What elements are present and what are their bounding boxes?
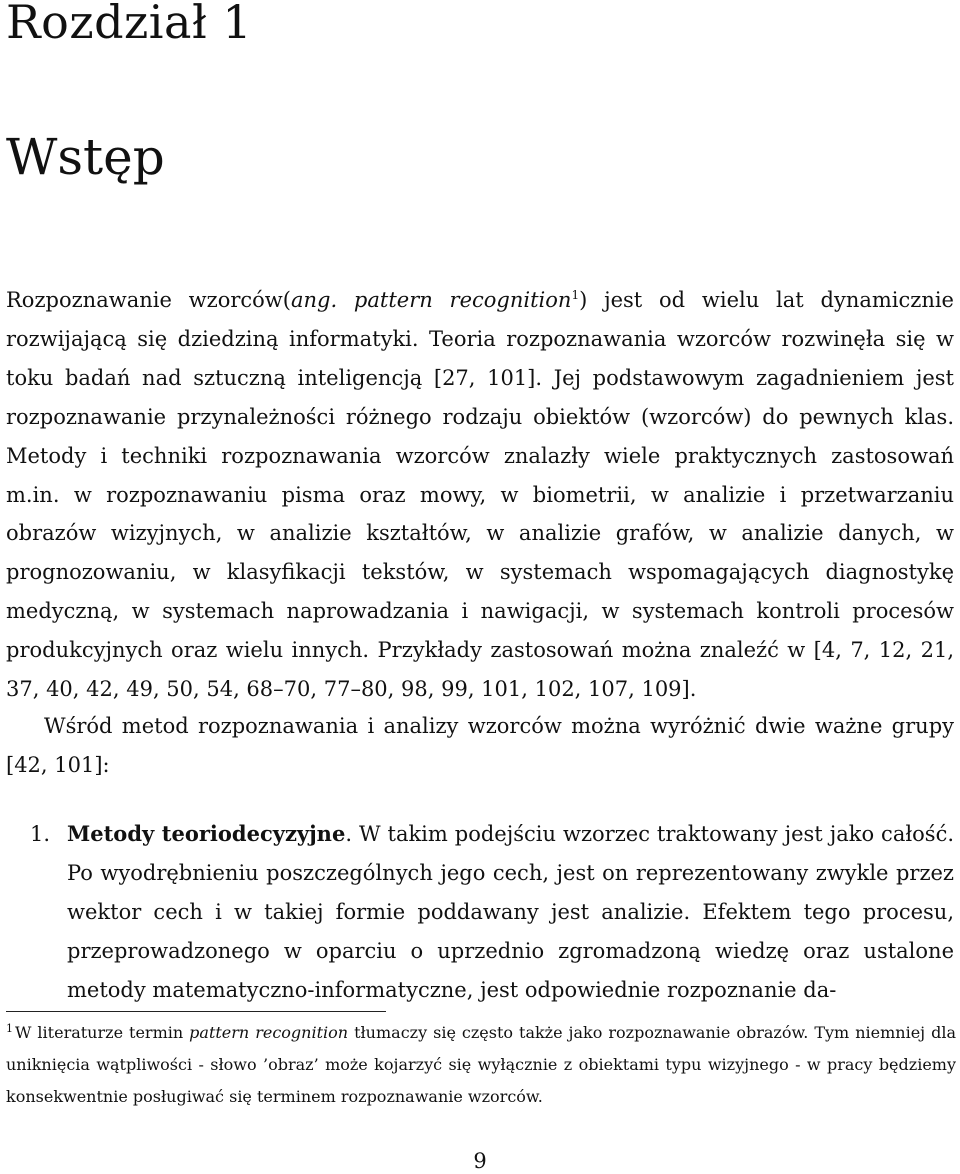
intro-text-start: Rozpoznawanie wzorców(	[6, 288, 291, 312]
list-item-term: Metody teoriodecyzyjne	[67, 821, 346, 846]
list-item-text: . W takim podejściu wzorzec traktowany jest jako całość. Po wyodrębnieniu poszczególnych jego cech, jest on reprezentowany zwykle przez wektor cech i w takiej formie poddawany jest analizie. Efektem tego procesu, przeprowadzonego w oparciu o uprzednio zgromadzoną wiedzę oraz ustalone metody matematyczno-informatyczne, jest odpowiednie rozpoznanie da-	[67, 822, 955, 1002]
footnote-reference[interactable]: 1	[571, 288, 580, 302]
footnote-mark: 1	[6, 1021, 13, 1035]
list-item-number: 1.	[30, 822, 51, 846]
method-groups-list	[6, 815, 954, 1010]
footnote	[6, 1017, 956, 1113]
footnote-term: pattern recognition	[189, 1023, 349, 1042]
footnote-divider	[6, 1011, 386, 1012]
footnote-text-start: W literaturze termin	[15, 1023, 190, 1042]
page-number: 9	[473, 1149, 487, 1173]
list-item	[6, 815, 954, 1010]
intro-english-term: ang. pattern recognition	[290, 288, 572, 312]
chapter-label: Rozdział 1	[6, 0, 253, 49]
intro-text-rest: ) jest od wielu lat dynamicznie rozwijającą się dziedziną informatyki. Teoria rozpoznawania wzorców rozwinęła się w toku badań nad sztuczną inteligencją [27, 101]. Jej podstawowym zagadnieniem jest rozpoznawanie przynależności różnego rodzaju obiektów (wzorców) do pewnych klas. Metody i techniki rozpoznawania wzorców znalazły wiele praktycznych zastosowań m.in. w rozpoznawaniu pisma oraz mowy, w biometrii, w analizie i przetwarzaniu obrazów wizyjnych, w analizie kształtów, w analizie grafów, w analizie danych, w prognozowaniu, w klasyfikacji tekstów, w systemach wspomagających diagnostykę medyczną, w systemach naprowadzania i nawigacji, w systemach kontroli procesów produkcyjnych oraz wielu innych. Przykłady zastosowań można znaleźć w [4, 7, 12, 21, 37, 40, 42, 49, 50, 54, 68–70, 77–80, 98, 99, 101, 102, 107, 109].	[6, 288, 954, 702]
groups-paragraph: Wśród metod rozpoznawania i analizy wzorców można wyróżnić dwie ważne grupy [42, 101]:	[6, 714, 954, 777]
chapter-title: Wstęp	[6, 128, 165, 186]
intro-paragraph	[6, 281, 954, 709]
footnote-text-rest: tłumaczy się często także jako rozpoznawanie obrazów. Tym niemniej dla uniknięcia wątpliwości - słowo ’obraz’ może kojarzyć się wyłącznie z obiektami typu wizyjnego - w pracy będziemy konsekwentnie posługiwać się terminem rozpoznawanie wzorców.	[6, 1023, 957, 1106]
